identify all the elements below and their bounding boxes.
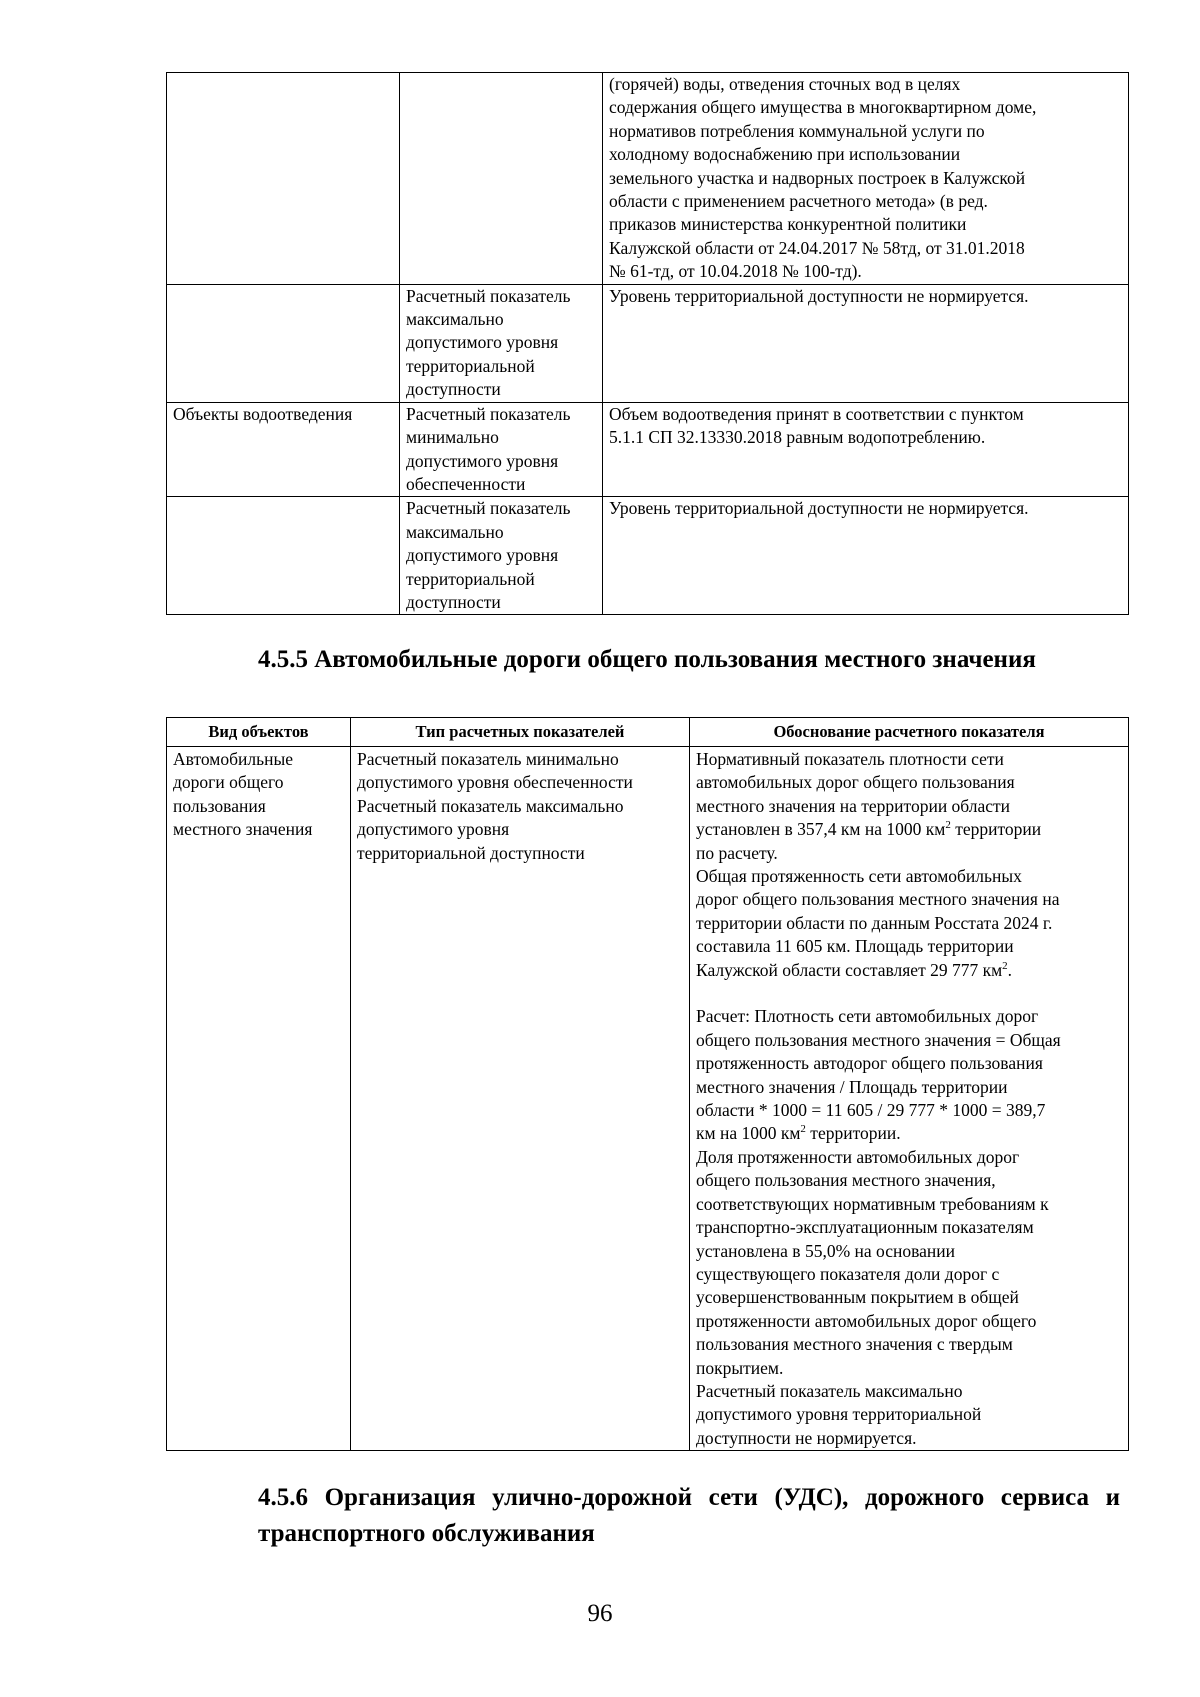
basis-cell xyxy=(603,497,1129,615)
page-number: 96 xyxy=(587,1600,613,1627)
type-line: доступности xyxy=(406,379,501,400)
water-objects-table xyxy=(166,72,1129,615)
type-line: Расчетный показатель xyxy=(406,498,571,519)
type-cell xyxy=(351,747,690,1451)
basis-line: (горячей) воды, отведения сточных вод в целях xyxy=(609,74,961,94)
type-line: допустимого уровня xyxy=(406,545,559,566)
type-cell xyxy=(400,497,603,615)
basis-line: области с применением расчетного метода» (в ред. xyxy=(609,191,988,212)
basis-line: местного значения на территории области xyxy=(696,795,1011,816)
type-line: минимально xyxy=(406,427,499,448)
object-cell xyxy=(167,73,400,285)
basis-cell xyxy=(603,402,1129,497)
object-cell: Объекты водоотведения xyxy=(167,402,400,497)
section-heading-4-5-5: 4.5.5 Автомобильные дороги общего пользования местного значения xyxy=(258,646,1036,673)
basis-line: установлена в 55,0% на основании xyxy=(696,1240,955,1261)
table-row xyxy=(167,402,1129,497)
superscript: 2 xyxy=(800,1123,806,1136)
type-cell xyxy=(400,73,603,285)
type-line: допустимого уровня обеспеченности xyxy=(357,772,633,793)
type-line: максимально xyxy=(406,309,504,330)
basis-text: установлен в 357,4 км на 1000 км xyxy=(696,819,946,840)
basis-line: Нормативный показатель плотности сети xyxy=(696,749,1004,769)
table-row xyxy=(167,73,1129,285)
basis-text: . xyxy=(1007,959,1013,980)
basis-line: допустимого уровня территориальной xyxy=(696,1404,982,1425)
type-line: территориальной xyxy=(406,355,535,376)
superscript: 2 xyxy=(945,819,951,832)
basis-line xyxy=(696,959,1122,982)
basis-line: существующего показателя доли дорог с xyxy=(696,1263,1000,1284)
basis-line: земельного участка и надворных построек в Калужской xyxy=(609,167,1026,188)
basis-line: пользования местного значения с твердым xyxy=(696,1334,1013,1355)
basis-line: по расчету. xyxy=(696,842,778,863)
basis-line: общего пользования местного значения = Общая xyxy=(696,1029,1061,1050)
basis-cell xyxy=(690,747,1129,1451)
type-line: доступности xyxy=(406,591,501,612)
type-line: допустимого уровня xyxy=(357,819,510,840)
type-line: обеспеченности xyxy=(406,473,526,494)
basis-line: транспортно-эксплуатационным показателям xyxy=(696,1217,1034,1238)
basis-line: Уровень территориальной доступности не нормируется. xyxy=(609,498,1029,519)
object-line: Автомобильные xyxy=(173,749,293,769)
basis-line: территории области по данным Росстата 2024 г. xyxy=(696,912,1053,933)
basis-line: соответствующих нормативным требованиям к xyxy=(696,1193,1049,1214)
basis-line: нормативов потребления коммунальной услуги по xyxy=(609,120,985,141)
basis-line: протяженность автодорог общего пользования xyxy=(696,1053,1043,1074)
basis-text: территории. xyxy=(805,1123,901,1144)
basis-line: усовершенствованным покрытием в общей xyxy=(696,1287,1019,1308)
basis-line: Объем водоотведения принят в соответствии с пунктом xyxy=(609,403,1024,424)
basis-text: территории xyxy=(950,819,1042,840)
object-cell xyxy=(167,497,400,615)
object-line: дороги общего xyxy=(173,772,284,793)
basis-cell xyxy=(603,73,1129,285)
object-cell xyxy=(167,747,351,1451)
type-line: Расчетный показатель минимально xyxy=(357,749,619,769)
basis-line: приказов министерства конкурентной политики xyxy=(609,214,967,235)
type-line: максимально xyxy=(406,521,504,542)
type-line: допустимого уровня xyxy=(406,450,559,471)
basis-line: Расчет: Плотность сети автомобильных дорог xyxy=(696,1006,1039,1027)
type-cell xyxy=(400,402,603,497)
basis-cell xyxy=(603,284,1129,402)
basis-line: доступности не нормируется. xyxy=(696,1427,917,1448)
basis-line: покрытием. xyxy=(696,1357,784,1378)
type-line: Расчетный показатель максимально xyxy=(357,795,624,816)
basis-line: области * 1000 = 11 605 / 29 777 * 1000 = 389,7 xyxy=(696,1100,1046,1121)
table-row xyxy=(167,284,1129,402)
type-line: территориальной xyxy=(406,568,535,589)
table-row xyxy=(167,747,1129,1451)
basis-line: составила 11 605 км. Площадь территории xyxy=(696,936,1014,957)
basis-line: 5.1.1 СП 32.13330.2018 равным водопотреблению. xyxy=(609,427,986,448)
basis-line: Расчетный показатель максимально xyxy=(696,1380,963,1401)
table-header-row xyxy=(167,718,1129,747)
basis-line xyxy=(696,818,1122,841)
object-line: местного значения xyxy=(173,819,313,840)
basis-line: № 61-тд, от 10.04.2018 № 100-тд). xyxy=(609,261,862,282)
basis-line: Уровень территориальной доступности не нормируется. xyxy=(609,285,1029,306)
basis-line: Калужской области от 24.04.2017 № 58тд, от 31.01.2018 xyxy=(609,237,1025,258)
type-line: допустимого уровня xyxy=(406,332,559,353)
type-cell xyxy=(400,284,603,402)
header-indicator-basis: Обоснование расчетного показателя xyxy=(690,718,1129,747)
basis-text: км на 1000 км xyxy=(696,1123,801,1144)
basis-line: содержания общего имущества в многоквартирном доме, xyxy=(609,97,1037,118)
basis-line xyxy=(696,1122,1122,1145)
type-line: Расчетный показатель xyxy=(406,285,571,306)
basis-line: автомобильных дорог общего пользования xyxy=(696,772,1015,793)
basis-line: дорог общего пользования местного значения на xyxy=(696,889,1060,910)
basis-line: Доля протяженности автомобильных дорог xyxy=(696,1146,1020,1167)
basis-line: протяженности автомобильных дорог общего xyxy=(696,1310,1037,1331)
paragraph-gap xyxy=(696,982,1122,1005)
object-line: пользования xyxy=(173,795,266,816)
superscript: 2 xyxy=(1002,959,1008,972)
type-line: территориальной доступности xyxy=(357,842,585,863)
type-line: Расчетный показатель xyxy=(406,403,571,424)
header-indicator-type: Тип расчетных показателей xyxy=(351,718,690,747)
basis-line: Общая протяженность сети автомобильных xyxy=(696,866,1022,887)
basis-line: холодному водоснабжению при использовании xyxy=(609,144,961,165)
section-heading-4-5-6: 4.5.6 Организация улично-дорожной сети (УДС), дорожного сервиса и транспортного обслуживания xyxy=(258,1484,1120,1547)
table-row xyxy=(167,497,1129,615)
header-object-type: Вид объектов xyxy=(167,718,351,747)
basis-line: общего пользования местного значения, xyxy=(696,1170,996,1191)
object-cell xyxy=(167,284,400,402)
roads-table xyxy=(166,717,1129,1451)
basis-line: местного значения / Площадь территории xyxy=(696,1076,1008,1097)
basis-text: Калужской области составляет 29 777 км xyxy=(696,959,1003,980)
